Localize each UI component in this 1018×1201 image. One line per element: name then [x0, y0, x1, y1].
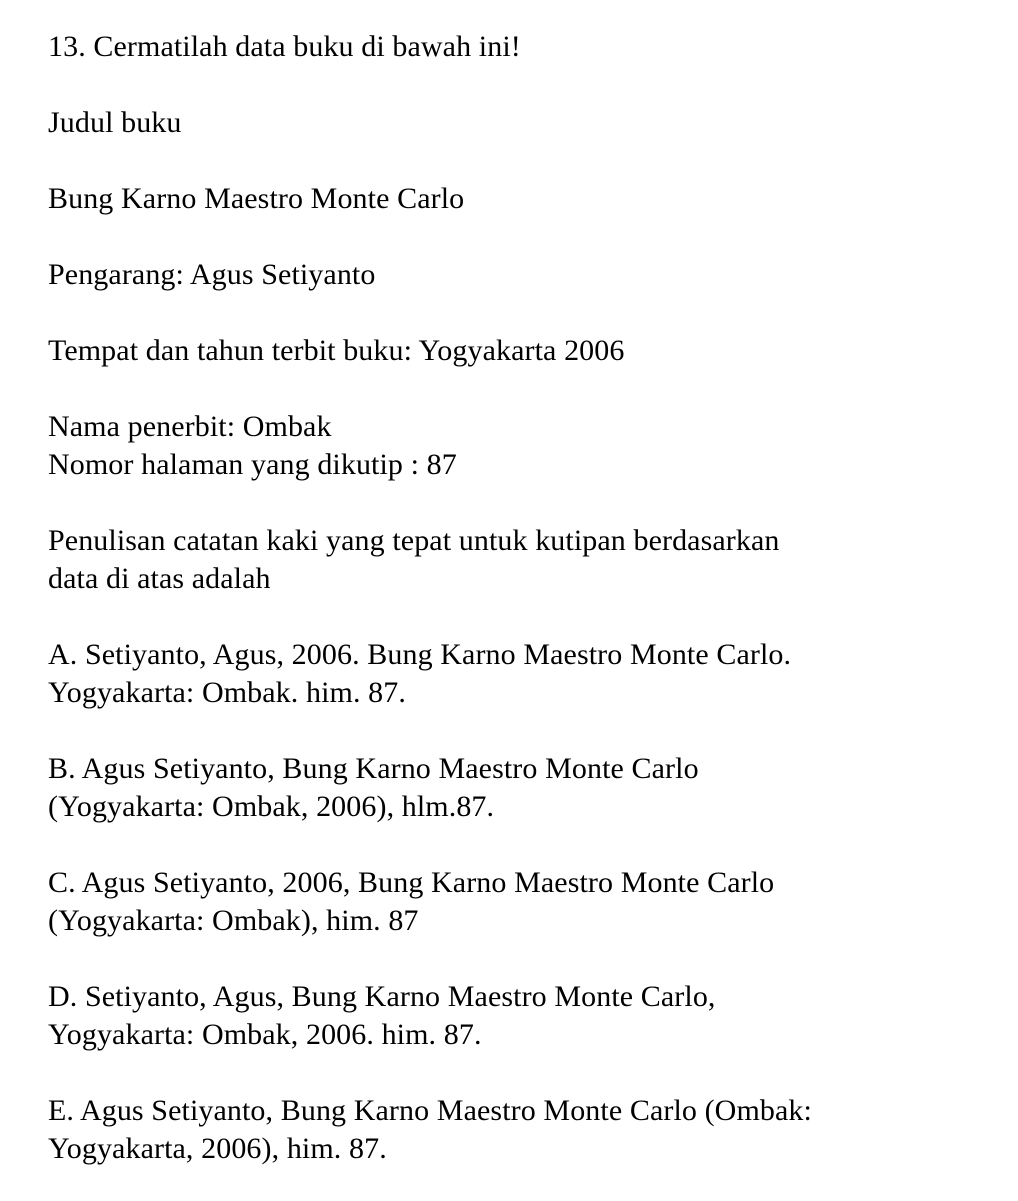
place-year-line-text: Tempat dan tahun terbit buku: Yogyakarta 2006: [48, 334, 625, 367]
label-judul-buku-line: Judul buku: [48, 106, 182, 139]
option-a-line-1: A. Setiyanto, Agus, 2006. Bung Karno Maestro Monte Carlo.: [48, 638, 792, 671]
option-b-line-1: B. Agus Setiyanto, Bung Karno Maestro Monte Carlo: [48, 752, 699, 785]
option-e-line-1: E. Agus Setiyanto, Bung Karno Maestro Monte Carlo (Ombak:: [48, 1094, 812, 1127]
label-judul-buku: [48, 104, 998, 142]
place-year-line: [48, 332, 998, 370]
question-stem-line-1: Penulisan catatan kaki yang tepat untuk kutipan berdasarkan: [48, 524, 780, 557]
question-stem: [48, 522, 998, 598]
option-a-line-2: Yogyakarta: Ombak. him. 87.: [48, 676, 406, 709]
option-c-line-1: C. Agus Setiyanto, 2006, Bung Karno Maestro Monte Carlo: [48, 866, 775, 899]
option-a: [48, 636, 998, 712]
option-b-line-2: (Yogyakarta: Ombak, 2006), hlm.87.: [48, 790, 495, 823]
publisher-page-block: [48, 408, 998, 484]
publisher-line: Nama penerbit: Ombak: [48, 410, 332, 443]
option-d-line-1: D. Setiyanto, Agus, Bung Karno Maestro Monte Carlo,: [48, 980, 716, 1013]
book-title: [48, 180, 998, 218]
question-intro-line: 13. Cermatilah data buku di bawah ini!: [48, 30, 521, 63]
option-e: [48, 1092, 998, 1168]
option-b: [48, 750, 998, 826]
page-number-line: Nomor halaman yang dikutip : 87: [48, 448, 457, 481]
option-d: [48, 978, 998, 1054]
question-intro: [48, 28, 998, 66]
option-e-line-2: Yogyakarta, 2006), him. 87.: [48, 1132, 387, 1165]
option-d-line-2: Yogyakarta: Ombak, 2006. him. 87.: [48, 1018, 482, 1051]
option-c-line-2: (Yogyakarta: Ombak), him. 87: [48, 904, 419, 937]
option-c: [48, 864, 998, 940]
question-stem-line-2: data di atas adalah: [48, 562, 271, 595]
book-title-line: Bung Karno Maestro Monte Carlo: [48, 182, 465, 215]
author-line-text: Pengarang: Agus Setiyanto: [48, 258, 376, 291]
author-line: [48, 256, 998, 294]
